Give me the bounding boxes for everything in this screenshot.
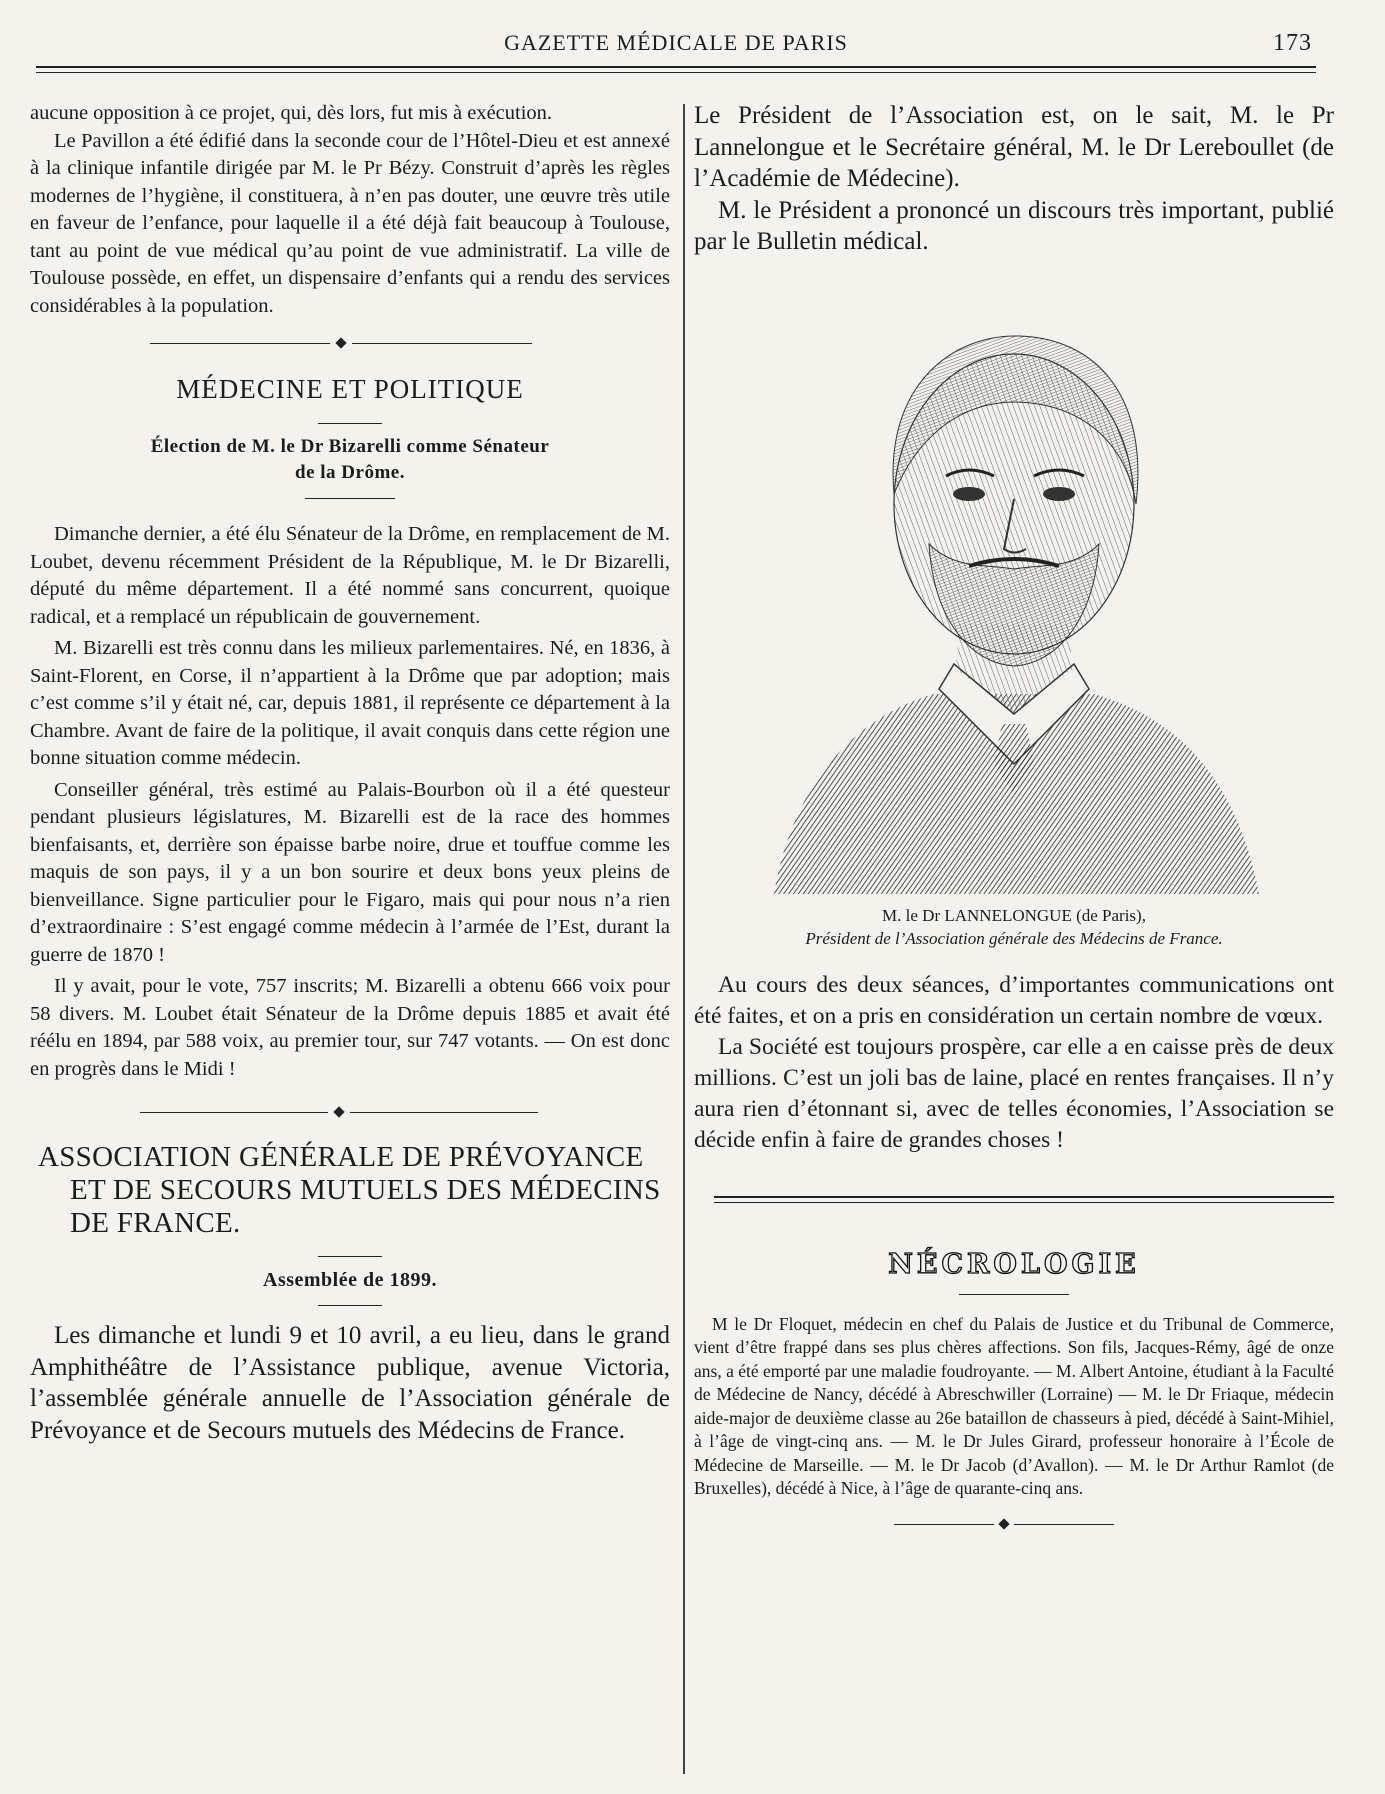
intro-paragraph-pavillon: Le Pavillon a été édifié dans la seconde cour de l’Hôtel-Dieu et est annexé à la clinique infantile dirigée par M. le Pr Bézy. Construit d’après les règles modernes de l’hygiène, il constituera, à n’en pas douter, une œuvre très utile en faveur de l’enfance, pour laquelle il a été déjà fait beaucoup à Toulouse, tant au point de vue médical qu’au point de vue administratif. La ville de Toulouse possède, en effet, un dispensaire d’enfants qui a rendu des services considérables à la population. xyxy=(30,129,670,317)
article-subtitle-line2: de la Drôme. xyxy=(295,462,405,483)
paragraph-finances: La Société est toujours prospère, car elle a en caisse près de deux millions. C’est un joli bas de laine, placé en rentes françaises. Il n’y aura rien d’étonnant si, avec de telles économies, l’Association se décide enfin à faire de grandes choses ! xyxy=(694,1033,1334,1153)
paragraph-president-speech: M. le Président a prononcé un discours très important, publié par le Bulletin médical. xyxy=(694,196,1334,255)
ornamental-separator xyxy=(30,334,670,354)
section-title-association: ASSOCIATION GÉNÉRALE DE PRÉVOYANCE ET DE SECOURS MUTUELS DES MÉDECINS DE FRANCE. xyxy=(38,1141,661,1239)
assembly-subtitle: Assemblée de 1899. xyxy=(263,1269,437,1291)
paragraph-bizarelli-bio: M. Bizarelli est très connu dans les milieux parlementaires. Né, en 1836, à Saint-Florent, en Corse, il n’appartient à la Drôme que par adoption; mais c’est comme s’il y était né, car, depuis 1881, il représente ce département à la Chambre. Avant de faire de la politique, il avait conquis dans cette région une bonne situation comme médecin. xyxy=(30,637,670,769)
necrology-title: NÉCROLOGIE xyxy=(888,1248,1140,1280)
right-column xyxy=(694,100,1334,1535)
portrait-engraving xyxy=(754,294,1274,894)
paragraph-assembly: Les dimanche et lundi 9 et 10 avril, a eu lieu, dans le grand Amphithéâtre de l’Assistance publique, avenue Victoria, l’assemblée générale annuelle de l’Association générale de Prévoyance et de Secours mutuels des Médecins de France. xyxy=(30,1322,670,1444)
portrait-caption-name: M. le Dr LANNELONGUE (de Paris), xyxy=(882,905,1146,925)
ornamental-separator-end xyxy=(694,1515,1334,1535)
paragraph-election: Dimanche dernier, a été élu Sénateur de la Drôme, en remplacement de M. Loubet, devenu récemment Président de la République, M. le Dr Bizarelli, député du même département. Il a été nommé sans concurrent, quoique radical, et a remplacé un républicain de gouvernement. xyxy=(30,523,670,628)
page-number: 173 xyxy=(1273,30,1312,56)
header-rule-bottom xyxy=(36,72,1316,73)
ornamental-separator-2 xyxy=(30,1103,670,1123)
assembly-subtitle-rule xyxy=(318,1305,382,1306)
title-rule xyxy=(318,423,382,424)
necrology-rule-top xyxy=(714,1196,1334,1198)
paragraph-sessions: Au cours des deux séances, d’importantes communications ont été faites, et on a pris en considération un certain nombre de vœux. xyxy=(694,971,1334,1029)
page-header xyxy=(36,28,1316,62)
journal-title: GAZETTE MÉDICALE DE PARIS xyxy=(504,30,848,55)
left-column xyxy=(30,100,670,1446)
necrology-rule-bottom xyxy=(714,1202,1334,1203)
intro-paragraph-continued: aucune opposition à ce projet, qui, dès lors, fut mis à exécution. xyxy=(30,102,553,124)
header-rule-top xyxy=(36,66,1316,68)
association-title-rule xyxy=(318,1256,382,1257)
paragraph-vote-results: Il y avait, pour le vote, 757 inscrits; M. Bizarelli a obtenu 666 voix pour 58 divers. M. Loubet était Sénateur de la Drôme depuis 1885 et avait été réélu en 1894, par 588 voix, au premier tour, sur 747 votants. — On est donc en progrès dans le Midi ! xyxy=(30,975,670,1080)
column-divider xyxy=(683,104,685,1774)
necrology-title-rule xyxy=(959,1294,1069,1295)
paragraph-association-officers: Le Président de l’Association est, on le sait, M. le Pr Lannelongue et le Secrétaire général, M. le Dr Lereboullet (de l’Académie de Médecine). xyxy=(694,102,1334,192)
article-subtitle-line1: Élection de M. le Dr Bizarelli comme Sénateur xyxy=(150,436,550,457)
paragraph-necrology: M le Dr Floquet, médecin en chef du Palais de Justice et du Tribunal de Commerce, vient d’être frappé dans ses plus chères affections. Son fils, Jacques-Rémy, âgé de onze ans, a été emporté par une maladie foudroyante. — M. Albert Antoine, étudiant à la Faculté de Médecine de Nancy, décédé à Abreschwiller (Lorraine) — M. le Dr Friaque, médecin aide-major de deuxième classe au 26e bataillon de chasseurs à pied, décédé à Saint-Mihiel, à l’âge de vingt-cinq ans. — M. le Dr Jules Girard, professeur honoraire à l’École de Médecine de Marseille. — M. le Dr Jacob (d’Avallon). — M. le Dr Arthur Ramlot (de Bruxelles), décédé à Nice, à l’âge de quarante-cinq ans. xyxy=(694,1313,1334,1498)
portrait-caption-title: Président de l’Association générale des Médecins de France. xyxy=(805,928,1223,948)
paragraph-bizarelli-character: Conseiller général, très estimé au Palais-Bourbon où il a été questeur pendant plusieurs législatures, M. Bizarelli est de la race des hommes bienfaisants, et, derrière son épaisse barbe noire, drue et touffue comme les maquis de son pays, il y a un bon sourire et deux bons yeux pleins de bienveillance. Signe particulier pour le Figaro, mais qui pour nous n’a rien d’extraordinaire : S’est engagé comme médecin à l’armée de l’Est, durant la guerre de 1870 ! xyxy=(30,778,670,966)
section-title-medecine-politique: MÉDECINE ET POLITIQUE xyxy=(176,374,524,404)
